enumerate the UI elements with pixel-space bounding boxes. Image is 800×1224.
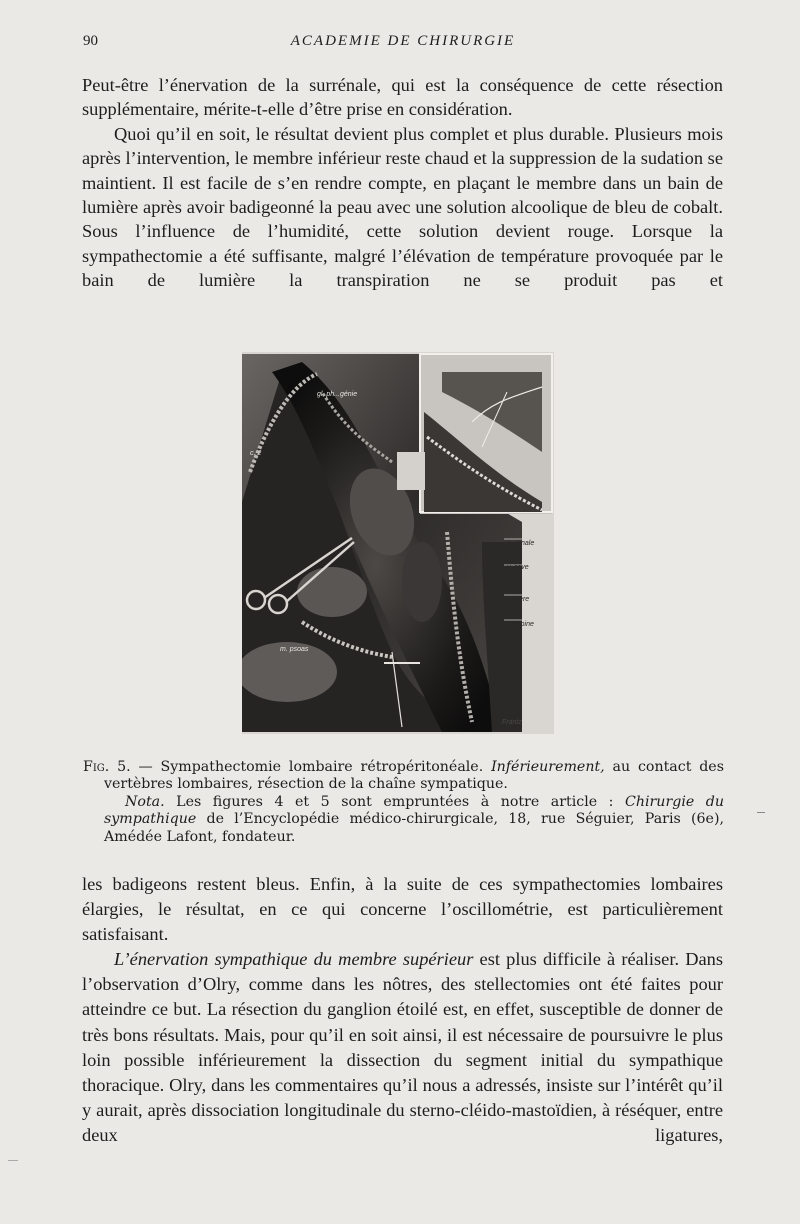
paragraph: les badigeons restent bleus. Enfin, à la suite de ces sympathectomies lombaires élargies, le résultat, en ce qui concerne l’oscillométrie, est particulièrement satisfaisant. [82, 874, 723, 945]
caption-text: — Sympathectomie lombaire rétropéritonéale. [130, 759, 492, 775]
figure-label: péritoine [507, 621, 534, 628]
figure-label: gl. ph...génie [317, 391, 358, 398]
running-head [83, 33, 723, 55]
figure-caption [83, 759, 724, 846]
running-title: ACADEMIE DE CHIRURGIE [290, 33, 516, 49]
nota-label: Nota. [125, 793, 165, 810]
caption-text: Les figures 4 et 5 sont empruntées à notre article : [164, 793, 625, 810]
figure-number: Fig. 5. [83, 759, 131, 775]
caption-text: au contact des vertèbres lombaires, résection de la chaîne sympatique. [104, 759, 724, 793]
caption-title [83, 759, 724, 794]
figure-label: uretère [507, 596, 530, 603]
paragraph: Peut-être l’énervation de la surrénale, qui est la conséquence de cette résection supplémentaire, mérite-t-elle d’être prise en considération. [82, 75, 723, 120]
caption-italic: Chirurgie du sympathique [104, 793, 724, 828]
italic-phrase: L’énervation sympathique du membre supérieur [114, 949, 474, 970]
paragraph-text: est plus difficile à réaliser. Dans l’observation d’Olry, comme dans les nôtres, des stellectomies ont été faites pour atteindre ce but. La résection du ganglion étoilé est, en effet, susceptible de donner de très bons résultats. Mais, pour qu’il en soit ainsi, il est nécessaire de poursuivre le plus loin possible inférieurement la dissection du segment initial du sympathique thoracique. Olry, dans les commentaires qu’il nous a adressés, insiste sur l’intérêt qu’il y aurait, après dissociation longitudinale du sterno-cléido-mastoïdien, à réséquer, entre deux ligatures, [82, 949, 724, 1145]
figure-label: a. rénale [507, 540, 535, 547]
figure-label: v. cave [507, 564, 529, 571]
artist-signature: Frantz [502, 719, 522, 726]
paragraph [82, 947, 723, 1148]
caption-nota [104, 794, 724, 846]
figure-label: m. psoas [280, 646, 309, 653]
page-number: 90 [83, 33, 98, 49]
top-text-block [82, 73, 723, 293]
figure-drawing [242, 352, 554, 734]
caption-italic: Inférieurement, [491, 759, 605, 775]
figure-label: c. 2 [250, 450, 262, 457]
surgical-illustration [242, 352, 554, 734]
margin-mark [8, 1160, 18, 1161]
caption-text: de l’Encyclopédie médico-chirurgicale, 18, rue Séguier, Paris (6e), Amédée Lafont, fondateur. [104, 811, 724, 845]
paragraph: Quoi qu’il en soit, le résultat devient plus complet et plus durable. Plusieurs mois après l’intervention, le membre inférieur reste chaud et la suppression de la sudation se maintient. Il est facile de s’en rendre compte, en plaçant le membre dans un bain de lumière après avoir badigeonné la peau avec une solution alcoolique de bleu de cobalt. Sous l’influence de l’humidité, cette solution devient rouge. Lorsque la sympathectomie a été suffisante, malgré l’élévation de température provoquée par le bain de lumière la transpiration ne se produit pas et [82, 123, 723, 291]
bottom-text-block [82, 872, 723, 1148]
margin-mark [757, 812, 765, 813]
